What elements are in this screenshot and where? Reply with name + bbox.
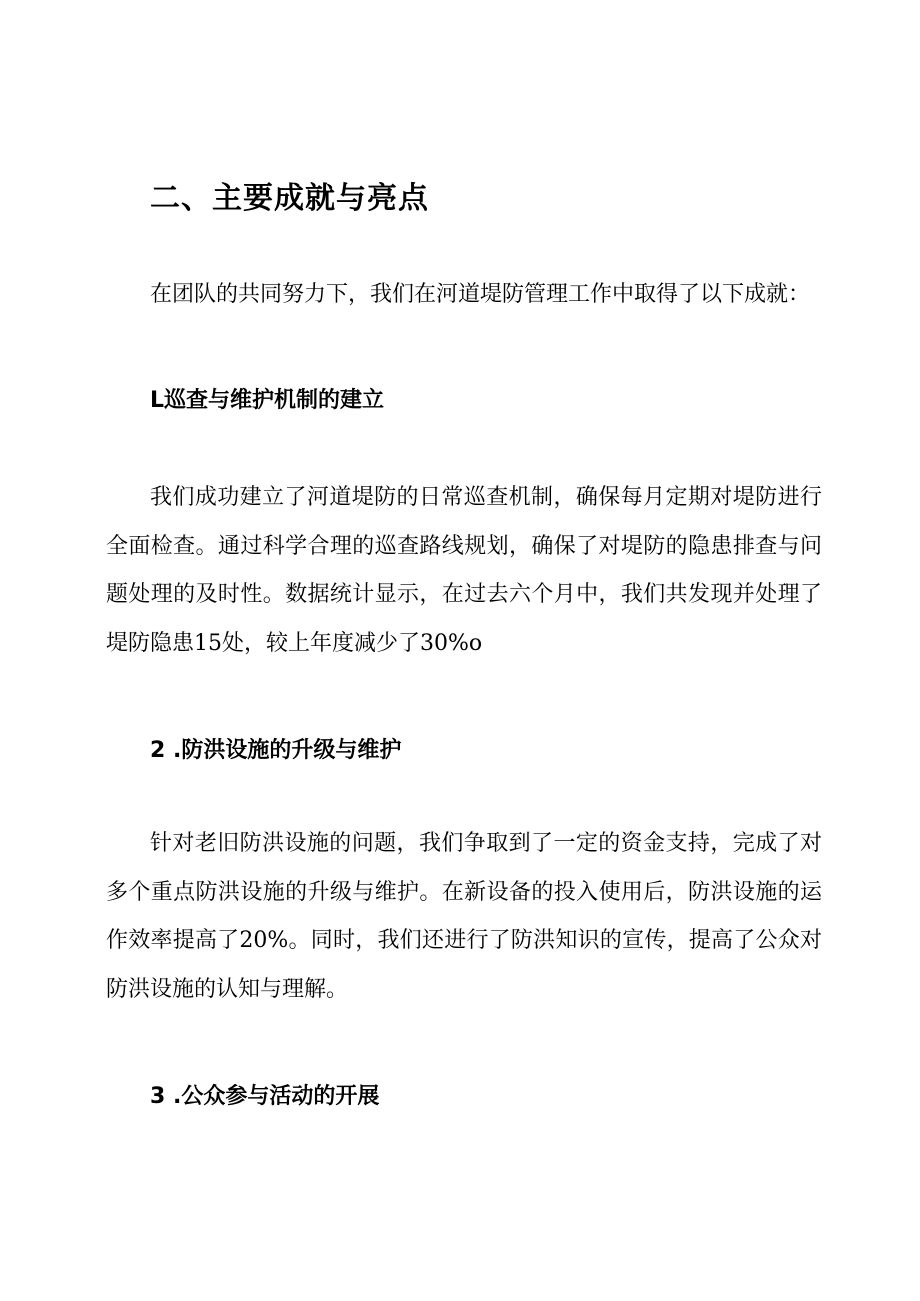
item-paragraph-flood-facilities: 针对老旧防洪设施的问题，我们争取到了一定的资金支持，完成了对多个重点防洪设施的升级与维护。在新设备的投入使用后，防洪设施的运作效率提高了20%。同时，我们还进行了防洪知识的宣传，提高了公众对防洪设施的认知与理解。 [106,831,822,1002]
item-heading-public-participation: 3 .公众参与活动的开展 [150,1084,380,1109]
item-heading-flood-facilities: 2 .防洪设施的升级与维护 [150,738,402,763]
section-title: 二、主要成就与亮点 [150,181,429,216]
item-paragraph-patrol: 我们成功建立了河道堤防的日常巡查机制，确保每月定期对堤防进行全面检查。通过科学合理的巡查路线规划，确保了对堤防的隐患排查与问题处理的及时性。数据统计显示，在过去六个月中，我们共发现并处理了堤防隐患15处，较上年度减少了30%o [106,485,822,656]
item-heading-patrol: L巡查与维护机制的建立 [150,388,385,413]
section-intro: 在团队的共同努力下，我们在河道堤防管理工作中取得了以下成就： [150,282,811,307]
